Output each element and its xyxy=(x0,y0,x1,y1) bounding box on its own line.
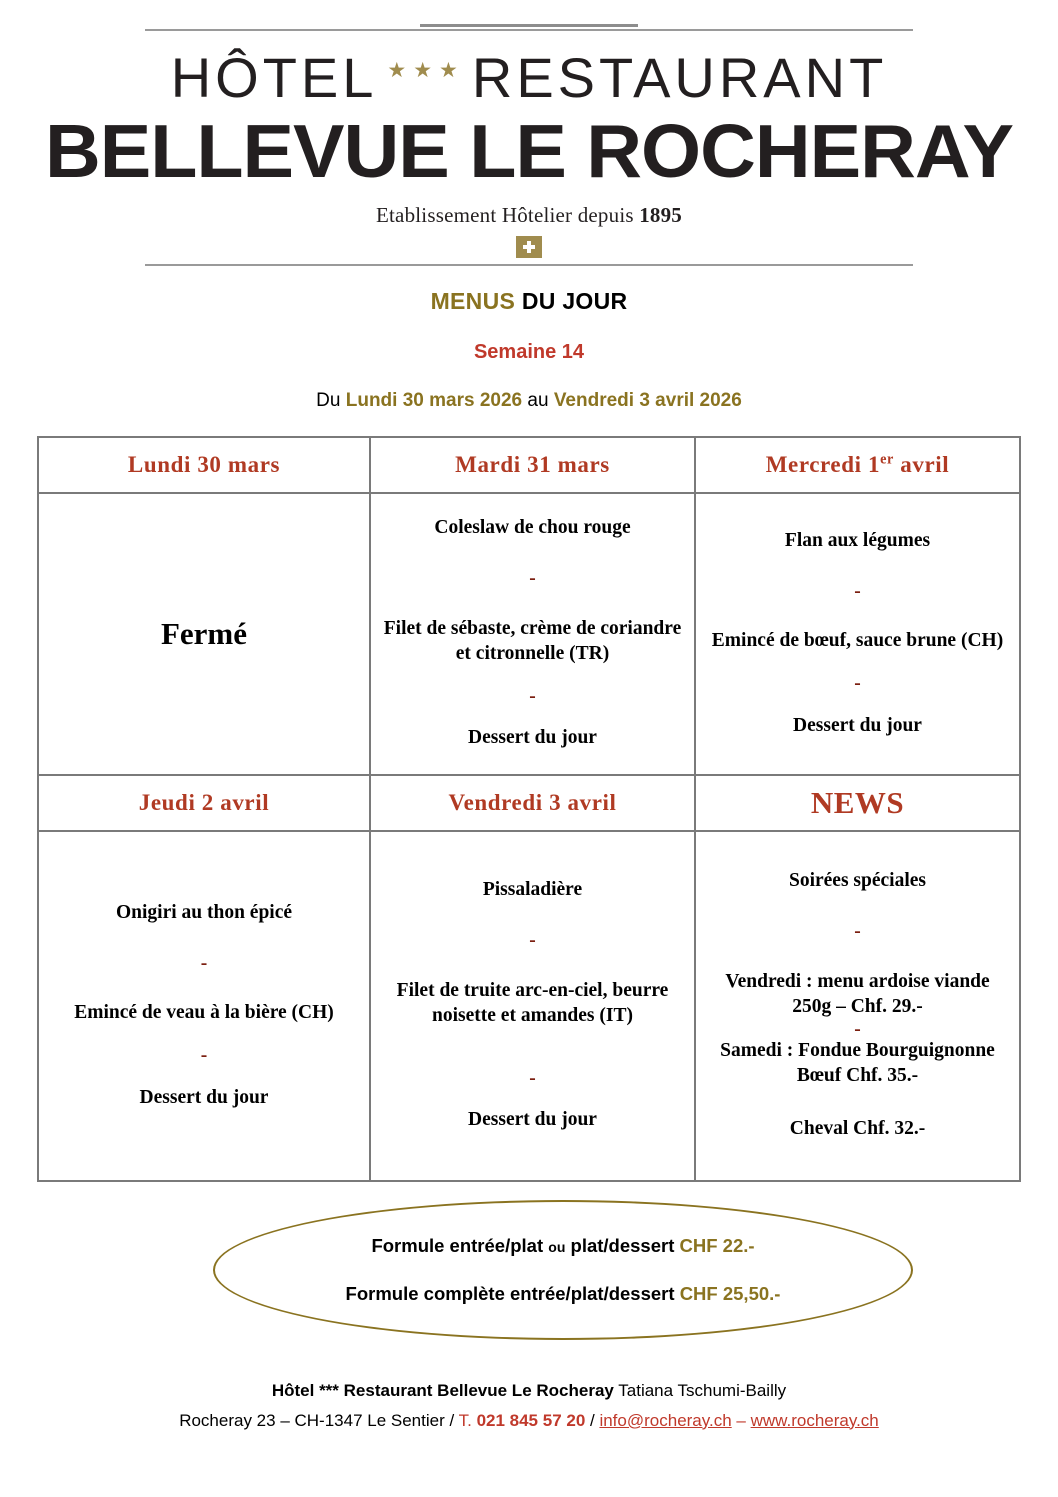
dish-separator: - xyxy=(529,1067,536,1089)
formula-half-b: plat/dessert xyxy=(565,1234,680,1256)
spacer xyxy=(49,973,359,1001)
logo-word-hotel: HÔTEL xyxy=(170,46,378,109)
day-header-tuesday-label: Mardi 31 mars xyxy=(455,451,610,477)
day-header-wednesday-sup: er xyxy=(880,451,894,468)
dish-dessert: Dessert du jour xyxy=(793,714,922,736)
spacer xyxy=(49,926,359,954)
spacer xyxy=(381,667,684,687)
spacer xyxy=(381,541,684,569)
page-title-menus: MENUS xyxy=(430,287,516,314)
footer-owner-name: Tatiana Tschumi-Bailly xyxy=(613,1380,787,1400)
spacer xyxy=(381,706,684,726)
date-range-start: Lundi 30 mars 2026 xyxy=(345,389,523,411)
table-row-headers-1 xyxy=(38,437,1020,493)
news-header-label: NEWS xyxy=(810,784,905,820)
formula-text-group xyxy=(213,1200,913,1340)
decorative-rule-short xyxy=(420,24,638,27)
dish-main: Filet de truite arc-en-ciel, beurre noisette et amandes (IT) xyxy=(396,979,669,1026)
day-header-monday-label: Lundi 30 mars xyxy=(127,451,281,477)
formula-half xyxy=(371,1235,754,1257)
footer-separator-2: – xyxy=(731,1410,751,1430)
spacer xyxy=(706,942,1009,970)
footer xyxy=(0,1376,1058,1436)
news-friday-offer: Vendredi : menu ardoise viande 250g – Chf. 29.- xyxy=(725,970,990,1017)
spacer xyxy=(381,903,684,931)
spacer xyxy=(706,601,1009,629)
spacer xyxy=(49,1066,359,1086)
footer-contact-line xyxy=(0,1406,1058,1436)
spacer xyxy=(49,1026,359,1046)
news-horse-offer: Cheval Chf. 32.- xyxy=(789,1118,926,1140)
formula-half-ou: ou xyxy=(548,1238,566,1255)
day-header-thursday xyxy=(38,775,370,831)
spacer xyxy=(381,589,684,617)
dish-separator: - xyxy=(854,673,861,695)
formula-section xyxy=(38,1194,1020,1342)
swiss-cross-icon xyxy=(516,236,542,258)
formula-full xyxy=(346,1283,781,1305)
spacer xyxy=(706,694,1009,714)
decorative-rule-long-bottom xyxy=(145,264,913,266)
spacer xyxy=(706,894,1009,922)
dish-main: Emincé de bœuf, sauce brune (CH) xyxy=(711,630,1004,652)
day-header-wednesday-pre: Mercredi 1 xyxy=(765,452,881,478)
week-number: Semaine 14 xyxy=(473,340,585,363)
menu-cell-wednesday xyxy=(695,493,1020,775)
dish-separator: - xyxy=(529,685,536,707)
spacer xyxy=(381,1088,684,1108)
day-header-wednesday-post: avril xyxy=(893,452,950,478)
footer-website-link[interactable]: www.rocheray.ch xyxy=(750,1410,879,1430)
footer-separator-1: / xyxy=(585,1410,600,1430)
formula-full-price: CHF 25,50.- xyxy=(679,1282,781,1304)
menu-cell-monday xyxy=(38,493,370,775)
spacer xyxy=(381,951,684,979)
dish-starter: Flan aux légumes xyxy=(784,529,931,551)
menu-cell-tuesday xyxy=(370,493,695,775)
date-range xyxy=(0,390,1058,412)
weekly-menu-table xyxy=(37,436,1021,1182)
dish-dessert: Dessert du jour xyxy=(468,727,597,749)
spacer xyxy=(706,654,1009,674)
dish-main: Filet de sébaste, crème de coriandre et citronnelle (TR) xyxy=(383,617,682,664)
date-range-end: Vendredi 3 avril 2026 xyxy=(553,389,742,411)
dish-separator: - xyxy=(529,568,536,590)
date-range-prefix: Du xyxy=(316,389,346,411)
day-header-wednesday-label xyxy=(766,452,950,477)
day-header-friday xyxy=(370,775,695,831)
news-title: Soirées spéciales xyxy=(788,870,926,892)
dish-separator: - xyxy=(529,930,536,952)
letterhead xyxy=(0,0,1058,266)
table-row-menus-1 xyxy=(38,493,1020,775)
menu-cell-friday xyxy=(370,831,695,1181)
spacer xyxy=(706,1089,1009,1117)
spacer xyxy=(706,554,1009,582)
day-header-monday xyxy=(38,437,370,493)
menu-cell-thursday xyxy=(38,831,370,1181)
footer-business-line xyxy=(0,1376,1058,1406)
logo-tagline-text: Etablissement Hôtelier depuis xyxy=(375,202,640,227)
footer-telephone-prefix: T. xyxy=(458,1410,477,1430)
page-title-du-jour: DU JOUR xyxy=(515,287,628,314)
dish-main: Emincé de veau à la bière (CH) xyxy=(74,1002,334,1024)
dish-separator: - xyxy=(854,580,861,602)
footer-telephone xyxy=(459,1411,586,1430)
page-title xyxy=(0,288,1058,315)
title-block xyxy=(0,288,1058,412)
dish-starter: Pissaladière xyxy=(482,879,583,901)
dish-starter: Onigiri au thon épicé xyxy=(115,901,293,923)
news-header xyxy=(695,775,1020,831)
formula-full-a: Formule complète entrée/plat/dessert xyxy=(345,1282,680,1304)
closed-label: Fermé xyxy=(160,615,248,651)
news-cell xyxy=(695,831,1020,1181)
logo-establishment-name: BELLEVUE LE ROCHERAY xyxy=(44,108,1014,193)
decorative-rule-long-top xyxy=(145,29,913,31)
three-stars-icon: ★ ★ ★ xyxy=(387,58,462,82)
logo-word-restaurant: RESTAURANT xyxy=(471,46,888,109)
news-saturday-offer: Samedi : Fondue Bourguignonne Bœuf Chf. 35.- xyxy=(720,1040,995,1087)
news-separator: - xyxy=(854,1018,861,1040)
footer-telephone-number: 021 845 57 20 xyxy=(476,1410,586,1430)
dish-separator: - xyxy=(200,1045,208,1067)
logo-tagline-year: 1895 xyxy=(639,202,682,227)
footer-address: Rocheray 23 – CH-1347 Le Sentier / xyxy=(179,1410,459,1430)
dish-dessert: Dessert du jour xyxy=(139,1086,269,1108)
spacer xyxy=(381,1029,684,1069)
day-header-thursday-label: Jeudi 2 avril xyxy=(138,789,270,815)
dish-separator: - xyxy=(200,952,208,974)
date-range-middle: au xyxy=(522,389,554,411)
dish-starter: Coleslaw de chou rouge xyxy=(434,517,631,539)
formula-half-price: CHF 22.- xyxy=(679,1234,755,1256)
logo-line-hotel-restaurant xyxy=(0,46,1058,109)
table-row-menus-2 xyxy=(38,831,1020,1181)
day-header-tuesday xyxy=(370,437,695,493)
news-separator: - xyxy=(854,921,861,943)
day-header-friday-label: Vendredi 3 avril xyxy=(448,789,617,815)
formula-half-a: Formule entrée/plat xyxy=(371,1234,549,1256)
footer-business-name: Hôtel *** Restaurant Bellevue Le Rocheray xyxy=(271,1380,614,1400)
logo-tagline xyxy=(0,203,1058,228)
footer-email-link[interactable]: info@rocheray.ch xyxy=(599,1410,732,1430)
table-row-headers-2 xyxy=(38,775,1020,831)
dish-dessert: Dessert du jour xyxy=(468,1109,597,1131)
day-header-wednesday xyxy=(695,437,1020,493)
